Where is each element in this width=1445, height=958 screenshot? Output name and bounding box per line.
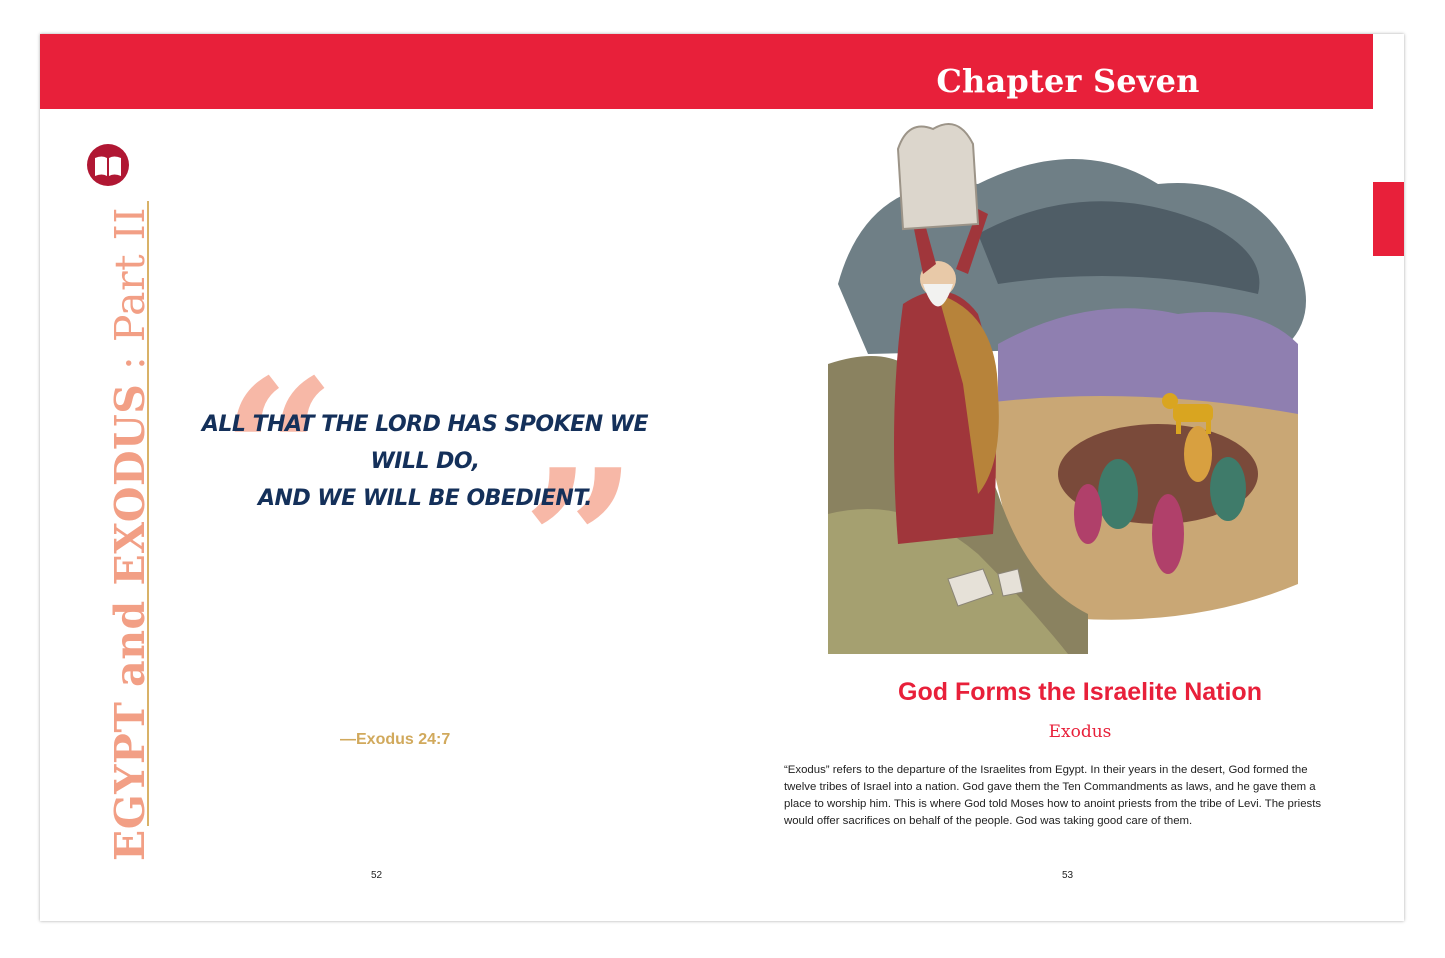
page-number-left: 52	[371, 870, 383, 881]
part-heading	[106, 207, 154, 861]
open-quote-mark: “	[221, 336, 337, 571]
quote-line-1: ALL THAT THE LORD HAS SPOKEN WE WILL DO,	[201, 412, 649, 474]
book-spread	[40, 34, 1404, 921]
quote-line-2: AND WE WILL BE OBEDIENT.	[258, 486, 592, 511]
section-subtitle: Exodus	[1048, 722, 1112, 742]
close-quote-mark: ”	[522, 426, 638, 661]
body-paragraph: “Exodus” refers to the departure of the Israelites from Egypt. In their years in the desert, God formed the twelve tribes of Israel into a nation. God gave them the Ten Commandments as laws, and he gave them a place to worship him. This is where God told Moses how to anoint priests from the tribe of Levi. The priests would offer sacrifices on behalf of the people. God was taking good care of them.	[784, 764, 1322, 827]
part-heading-main: EGYPT and EXODUS	[106, 383, 154, 862]
open-book-icon	[86, 143, 130, 187]
section-title: God Forms the Israelite Nation	[898, 678, 1262, 706]
chapter-title: Chapter Seven	[936, 62, 1200, 100]
chapter-edge-tab	[1373, 182, 1404, 256]
quote-reference: —Exodus 24:7	[340, 731, 451, 748]
scripture-quote	[180, 406, 670, 517]
page-number-right: 53	[1062, 870, 1074, 881]
moses-tablets-golden-calf-illustration	[828, 114, 1328, 654]
part-heading-separator: :	[106, 342, 154, 384]
part-heading-part: Part II	[106, 206, 154, 343]
